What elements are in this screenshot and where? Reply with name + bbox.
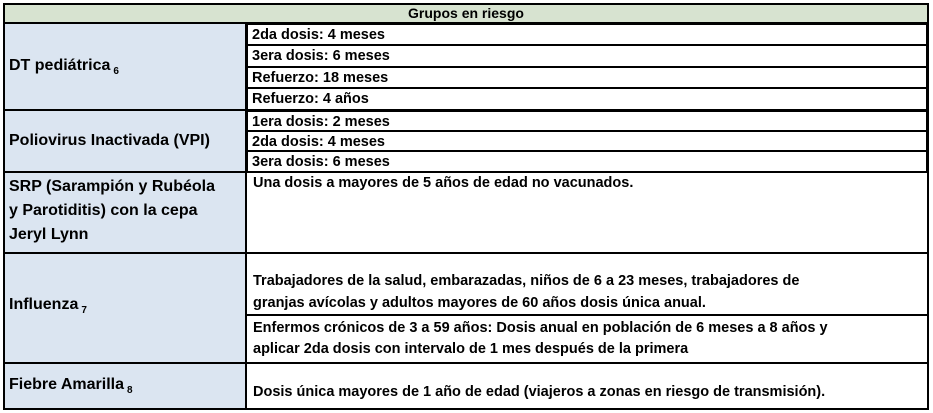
row-label-srp: [5, 173, 247, 252]
text-line: Enfermos crónicos de 3 a 59 años: Dosis anual en población de 6 meses a 8 años y: [253, 320, 828, 336]
row-label-line: y Parotiditis) con la cepa: [9, 202, 198, 219]
footnote-ref: 7: [81, 305, 87, 316]
row-label-line: SRP (Sarampión y Rubéola: [9, 178, 215, 195]
row-label-dt: [5, 24, 247, 110]
list-item: 1era dosis: 2 meses: [247, 111, 927, 131]
table-header: [3, 3, 929, 24]
row-label-influenza: [5, 254, 247, 362]
list-item: 3era dosis: 6 meses: [247, 151, 927, 172]
footnote-ref: 8: [127, 385, 133, 396]
row-text-srp: [247, 173, 927, 252]
list-item: 2da dosis: 4 meses: [247, 131, 927, 151]
row-label-text: DT pediátrica: [9, 57, 111, 74]
footnote-ref: 6: [113, 66, 119, 77]
text-line: granjas avícolas y adultos mayores de 60 años dosis única anual.: [253, 295, 706, 311]
list-item: Refuerzo: 18 meses: [247, 67, 927, 88]
row-label-vpi: [5, 111, 247, 172]
list-item: 2da dosis: 4 meses: [247, 24, 927, 45]
row-text: Una dosis a mayores de 5 años de edad no vacunados.: [253, 175, 634, 191]
header-title: Grupos en riesgo: [408, 5, 524, 21]
row-label-text: Fiebre Amarilla: [9, 376, 125, 393]
text-line: aplicar 2da dosis con intervalo de 1 mes después de la primera: [253, 341, 689, 357]
row-label-text: Influenza: [9, 296, 79, 313]
list-item: Refuerzo: 4 años: [247, 88, 927, 110]
text-line: Trabajadores de la salud, embarazadas, niños de 6 a 23 meses, trabajadores de: [253, 273, 800, 289]
row-text-influenza-2: [247, 316, 927, 362]
row-label-text: Poliovirus Inactivada (VPI): [9, 132, 210, 149]
row-text-influenza-1: [247, 254, 927, 315]
list-item: 3era dosis: 6 meses: [247, 45, 927, 67]
row-label-fiebre-amarilla: [5, 364, 247, 408]
row-text: Dosis única mayores de 1 año de edad (viajeros a zonas en riesgo de transmisión).: [253, 384, 826, 400]
row-label-line: Jeryl Lynn: [9, 226, 89, 243]
row-text-fiebre-amarilla: [247, 364, 927, 408]
